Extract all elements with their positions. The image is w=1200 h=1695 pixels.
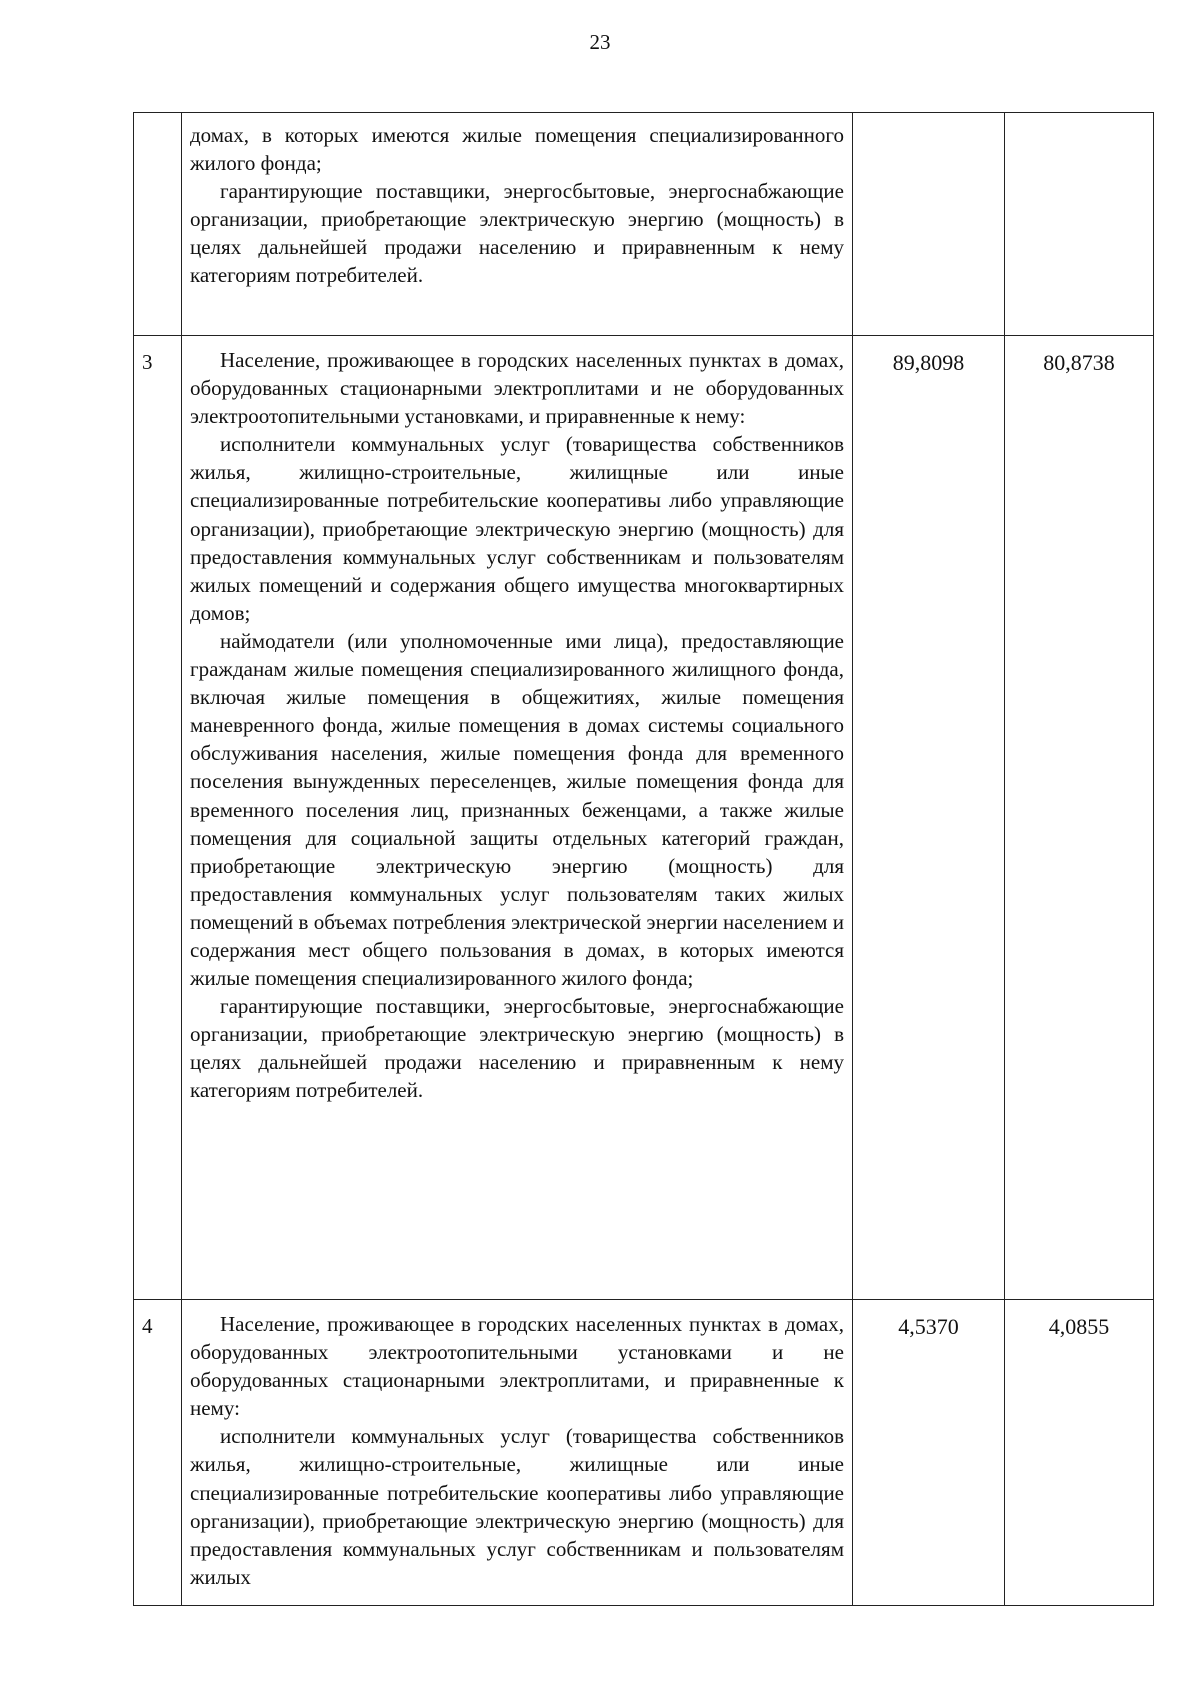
- paragraph: домах, в которых имеются жилые помещения специализированного жилого фонда;: [190, 123, 844, 176]
- value-cell-1: [853, 113, 1005, 336]
- paragraph: наймодатели (или уполномоченные ими лица), предоставляющие гражданам жилые помещения специализированного жилищного фонда, включая жилые помещения в общежитиях, жилые помещения маневренного фонда, жилые помещения в домах системы социального обслуживания населения, жилые помещения фонда для временного поселения вынужденных переселенцев, жилые помещения фонда для временного поселения лиц, признанных беженцами, а также жилые помещения для социальной защиты отдельных категорий граждан, приобретающие электрическую энергию (мощность) для предоставления коммунальных услуг пользователям таких жилых помещений в объемах потребления электрической энергии населением и содержания мест общего пользования в домах, в которых имеются жилые помещения специализированного жилого фонда;: [190, 628, 844, 991]
- paragraph: гарантирующие поставщики, энергосбытовые, энергоснабжающие организации, приобретающие электрическую энергию (мощность) в целях дальнейшей продажи населению и приравненным к нему категориям потребителей.: [190, 179, 844, 288]
- paragraph: исполнители коммунальных услуг (товарищества собственников жилья, жилищно-строительные, жилищные или иные специализированные потребительские кооперативы либо управляющие организации), приобретающие электрическую энергию (мощность) для предоставления коммунальных услуг собственникам и пользователям жилых помещений и содержания общего имущества многоквартирных домов;: [190, 432, 844, 625]
- paragraph: гарантирующие поставщики, энергосбытовые, энергоснабжающие организации, приобретающие электрическую энергию (мощность) в целях дальнейшей продажи населению и приравненным к нему категориям потребителей.: [190, 994, 844, 1103]
- table-row: [134, 1300, 1154, 1606]
- value-cell-2: [1005, 113, 1154, 336]
- table-row: [134, 336, 1154, 1300]
- paragraph: Население, проживающее в городских населенных пунктах в домах, оборудованных электроотопительными установками и не оборудованных стационарными электроплитами, и приравненные к нему:: [190, 1312, 844, 1421]
- value-cell-2: 80,8738: [1005, 336, 1154, 1300]
- page-number: 23: [589, 30, 611, 54]
- value-cell-2: 4,0855: [1005, 1300, 1154, 1606]
- row-number: 3: [134, 336, 182, 1300]
- tariff-table: [133, 112, 1154, 1606]
- paragraph: Население, проживающее в городских населенных пунктах в домах, оборудованных стационарными электроплитами и не оборудованных электроотопительными установками, и приравненные к нему:: [190, 348, 844, 429]
- row-description: [182, 1300, 853, 1606]
- row-number: 4: [134, 1300, 182, 1606]
- row-description: [182, 113, 853, 336]
- value-cell-1: 89,8098: [853, 336, 1005, 1300]
- value-cell-1: 4,5370: [853, 1300, 1005, 1606]
- row-description: [182, 336, 853, 1300]
- table-row: [134, 113, 1154, 336]
- paragraph: исполнители коммунальных услуг (товарищества собственников жилья, жилищно-строительные, жилищные или иные специализированные потребительские кооперативы либо управляющие организации), приобретающие электрическую энергию (мощность) для предоставления коммунальных услуг собственникам и пользователям жилых: [190, 1424, 844, 1589]
- row-number: [134, 113, 182, 336]
